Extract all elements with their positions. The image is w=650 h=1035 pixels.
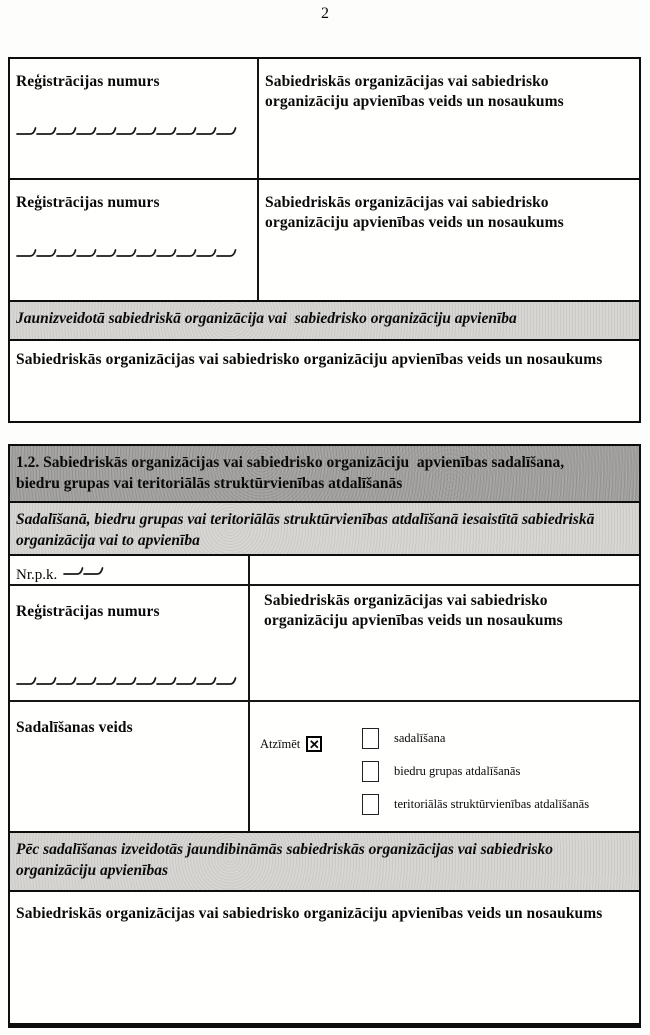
involved-organization-header: Sadalīšanā, biedru grupas vai teritoriālās struktūrvienības atdalīšanā iesaistītā sabiedriskā organizācija vai to apvienība xyxy=(10,503,639,556)
mark-label: Atzīmēt xyxy=(260,736,301,751)
division-grid xyxy=(10,556,639,833)
section-header-new-organization: Jaunizveidotā sabiedriskā organizācija vai sabiedrisko organizāciju apvienība xyxy=(10,302,639,341)
checkbox-option-biedru-grupas xyxy=(362,761,633,782)
registration-number-label: Reģistrācijas numurs xyxy=(16,194,160,211)
result-organizations-header: Pēc sadalīšanas izveidotās jaundibināmās sabiedriskās organizācijas vai sabiedrisko organizāciju apvienības xyxy=(10,833,639,892)
division-type-row xyxy=(10,700,639,831)
registration-number-blank-line[interactable] xyxy=(16,672,238,686)
sequence-number-label: Nr.p.k. xyxy=(16,567,58,583)
write-in-dashes-icon xyxy=(16,244,240,258)
checkbox-option-sadalisana xyxy=(362,728,633,749)
checkbox-icon[interactable] xyxy=(362,761,379,782)
write-in-dashes-icon xyxy=(16,672,240,686)
sequence-number-row xyxy=(10,556,639,586)
new-organization-type-name-cell[interactable] xyxy=(10,341,639,370)
registration-number-label: Reģistrācijas numurs xyxy=(16,73,160,90)
organization-type-name-cell[interactable] xyxy=(259,59,639,178)
checkbox-label: teritoriālās struktūrvienības atdalīšanās xyxy=(394,797,590,811)
checked-box-icon: ✕ xyxy=(306,736,322,752)
registration-number-cell xyxy=(10,586,250,700)
division-type-label: Sadalīšanas veids xyxy=(16,719,133,736)
organization-type-name-label: Sabiedriskās organizācijas vai sabiedrisko organizāciju apvienības veids un nosaukums xyxy=(265,73,564,111)
registration-row xyxy=(10,586,639,700)
organization-type-name-cell[interactable] xyxy=(250,586,639,700)
checkbox-label: sadalīšana xyxy=(394,731,446,745)
new-organization-type-name-label: Sabiedriskās organizācijas vai sabiedrisko organizāciju apvienības veids un nosaukums xyxy=(16,350,603,368)
sequence-number-blank-line[interactable] xyxy=(63,562,107,581)
checkbox-label: biedru grupas atdalīšanās xyxy=(394,764,521,778)
result-organization-type-name-label: Sabiedriskās organizācijas vai sabiedrisko organizāciju apvienības veids un nosaukums xyxy=(16,905,603,922)
sequence-number-cell xyxy=(10,556,250,584)
organization-type-name-label: Sabiedriskās organizācijas vai sabiedrisko organizāciju apvienības veids un nosaukums xyxy=(265,194,564,232)
table-section-1-2 xyxy=(8,444,641,1028)
result-organization-type-name-cell[interactable] xyxy=(10,892,639,924)
division-type-cell xyxy=(10,702,250,831)
registration-number-cell xyxy=(10,59,259,178)
checkbox-icon[interactable] xyxy=(362,794,379,815)
organization-type-name-cell[interactable] xyxy=(259,180,639,300)
table-row xyxy=(10,59,639,180)
write-in-dashes-icon xyxy=(16,122,240,136)
organization-type-name-label: Sabiedriskās organizācijas vai sabiedrisko organizāciju apvienības veids un nosaukums xyxy=(264,592,563,630)
registration-number-blank-line[interactable] xyxy=(16,122,247,136)
section-1-2-header: 1.2. Sabiedriskās organizācijas vai sabiedrisko organizāciju apvienības sadalīšana, biedru grupas vai teritoriālās struktūrvienības atdalīšanās xyxy=(10,446,639,503)
table-organizations-top xyxy=(8,57,641,423)
division-type-options-cell xyxy=(250,702,639,831)
registration-number-cell xyxy=(10,180,259,300)
registration-number-blank-line[interactable] xyxy=(16,244,247,258)
mark-instruction xyxy=(260,736,322,752)
empty-cell xyxy=(250,556,639,584)
checkbox-icon[interactable] xyxy=(362,728,379,749)
checkbox-option-teritorialas xyxy=(362,794,633,815)
write-in-dashes-icon xyxy=(63,562,107,576)
registration-number-label: Reģistrācijas numurs xyxy=(16,603,160,620)
table-row xyxy=(10,180,639,302)
page-number: 2 xyxy=(321,5,329,22)
